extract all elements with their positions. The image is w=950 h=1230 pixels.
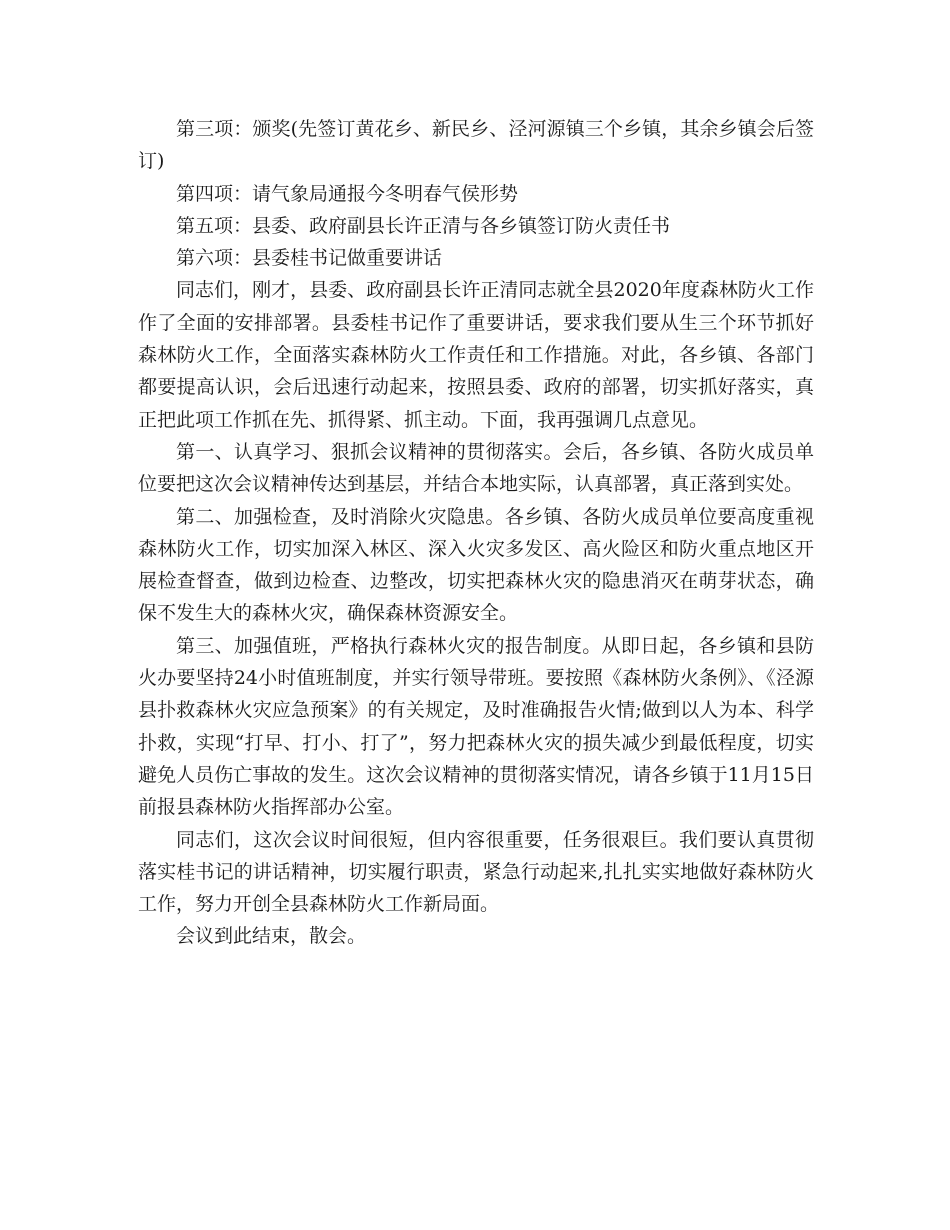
paragraph-item-5-responsibility: 第五项：县委、政府副县长许正清与各乡镇签订防火责任书 [176,214,671,237]
paragraph-item-3-award: 第三项：颁奖(先签订黄花乡、新民乡、泾河源镇三个乡镇，其余乡镇会后签订) [138,118,814,173]
paragraph-intro-remarks: 同志们，刚才，县委、政府副县长许正清同志就全县2020年度森林防火工作作了全面的安排部署。县委桂书记作了重要讲话，要求我们要从生三个环节抓好森林防火工作，全面落实森林防火工作责任和工作措施。对此，各乡镇、各部门都要提高认识，会后迅速行动起来，按照县委、政府的部署，切实抓好落实，真正把此项工作抓在先、抓得紧、抓主动。下面，我再强调几点意见。 [138,279,814,431]
paragraph-meeting-end: 会议到此结束，散会。 [176,925,367,948]
paragraph-item-6-speech: 第六项：县委桂书记做重要讲话 [176,247,443,270]
paragraph-item-4-weather: 第四项：请气象局通报今冬明春气侯形势 [176,182,519,205]
paragraph-point-3: 第三、加强值班，严格执行森林火灾的报告制度。从即日起，各乡镇和县防火办要坚持24小时值班制度，并实行领导带班。要按照《森林防火条例》、《泾源县扑救森林火灾应急预案》的有关规定，及时准确报告火情;做到以人为本、科学扑救，实现“打早、打小、打了”，努力把森林火灾的损失减少到最低程度，切实避免人员伤亡事故的发生。这次会议精神的贯彻落实情况，请各乡镇于11月15日前报县森林防火指挥部办公室。 [138,634,814,819]
paragraph-point-2: 第二、加强检查，及时消除火灾隐患。各乡镇、各防火成员单位要高度重视森林防火工作，切实加深入林区、深入火灾多发区、高火险区和防火重点地区开展检查督查，做到边检查、边整改，切实把森林火灾的隐患消灭在萌芽状态，确保不发生大的森林火灾，确保森林资源安全。 [138,505,814,625]
document-body [138,113,814,953]
paragraph-closing-remarks: 同志们，这次会议时间很短，但内容很重要，任务很艰巨。我们要认真贯彻落实桂书记的讲话精神，切实履行职责，紧急行动起来,扎扎实实地做好森林防火工作，努力开创全县森林防火工作新局面。 [138,828,814,916]
paragraph-point-1: 第一、认真学习、狠抓会议精神的贯彻落实。会后，各乡镇、各防火成员单位要把这次会议精神传达到基层，并结合本地实际，认真部署，真正落到实处。 [138,440,814,496]
